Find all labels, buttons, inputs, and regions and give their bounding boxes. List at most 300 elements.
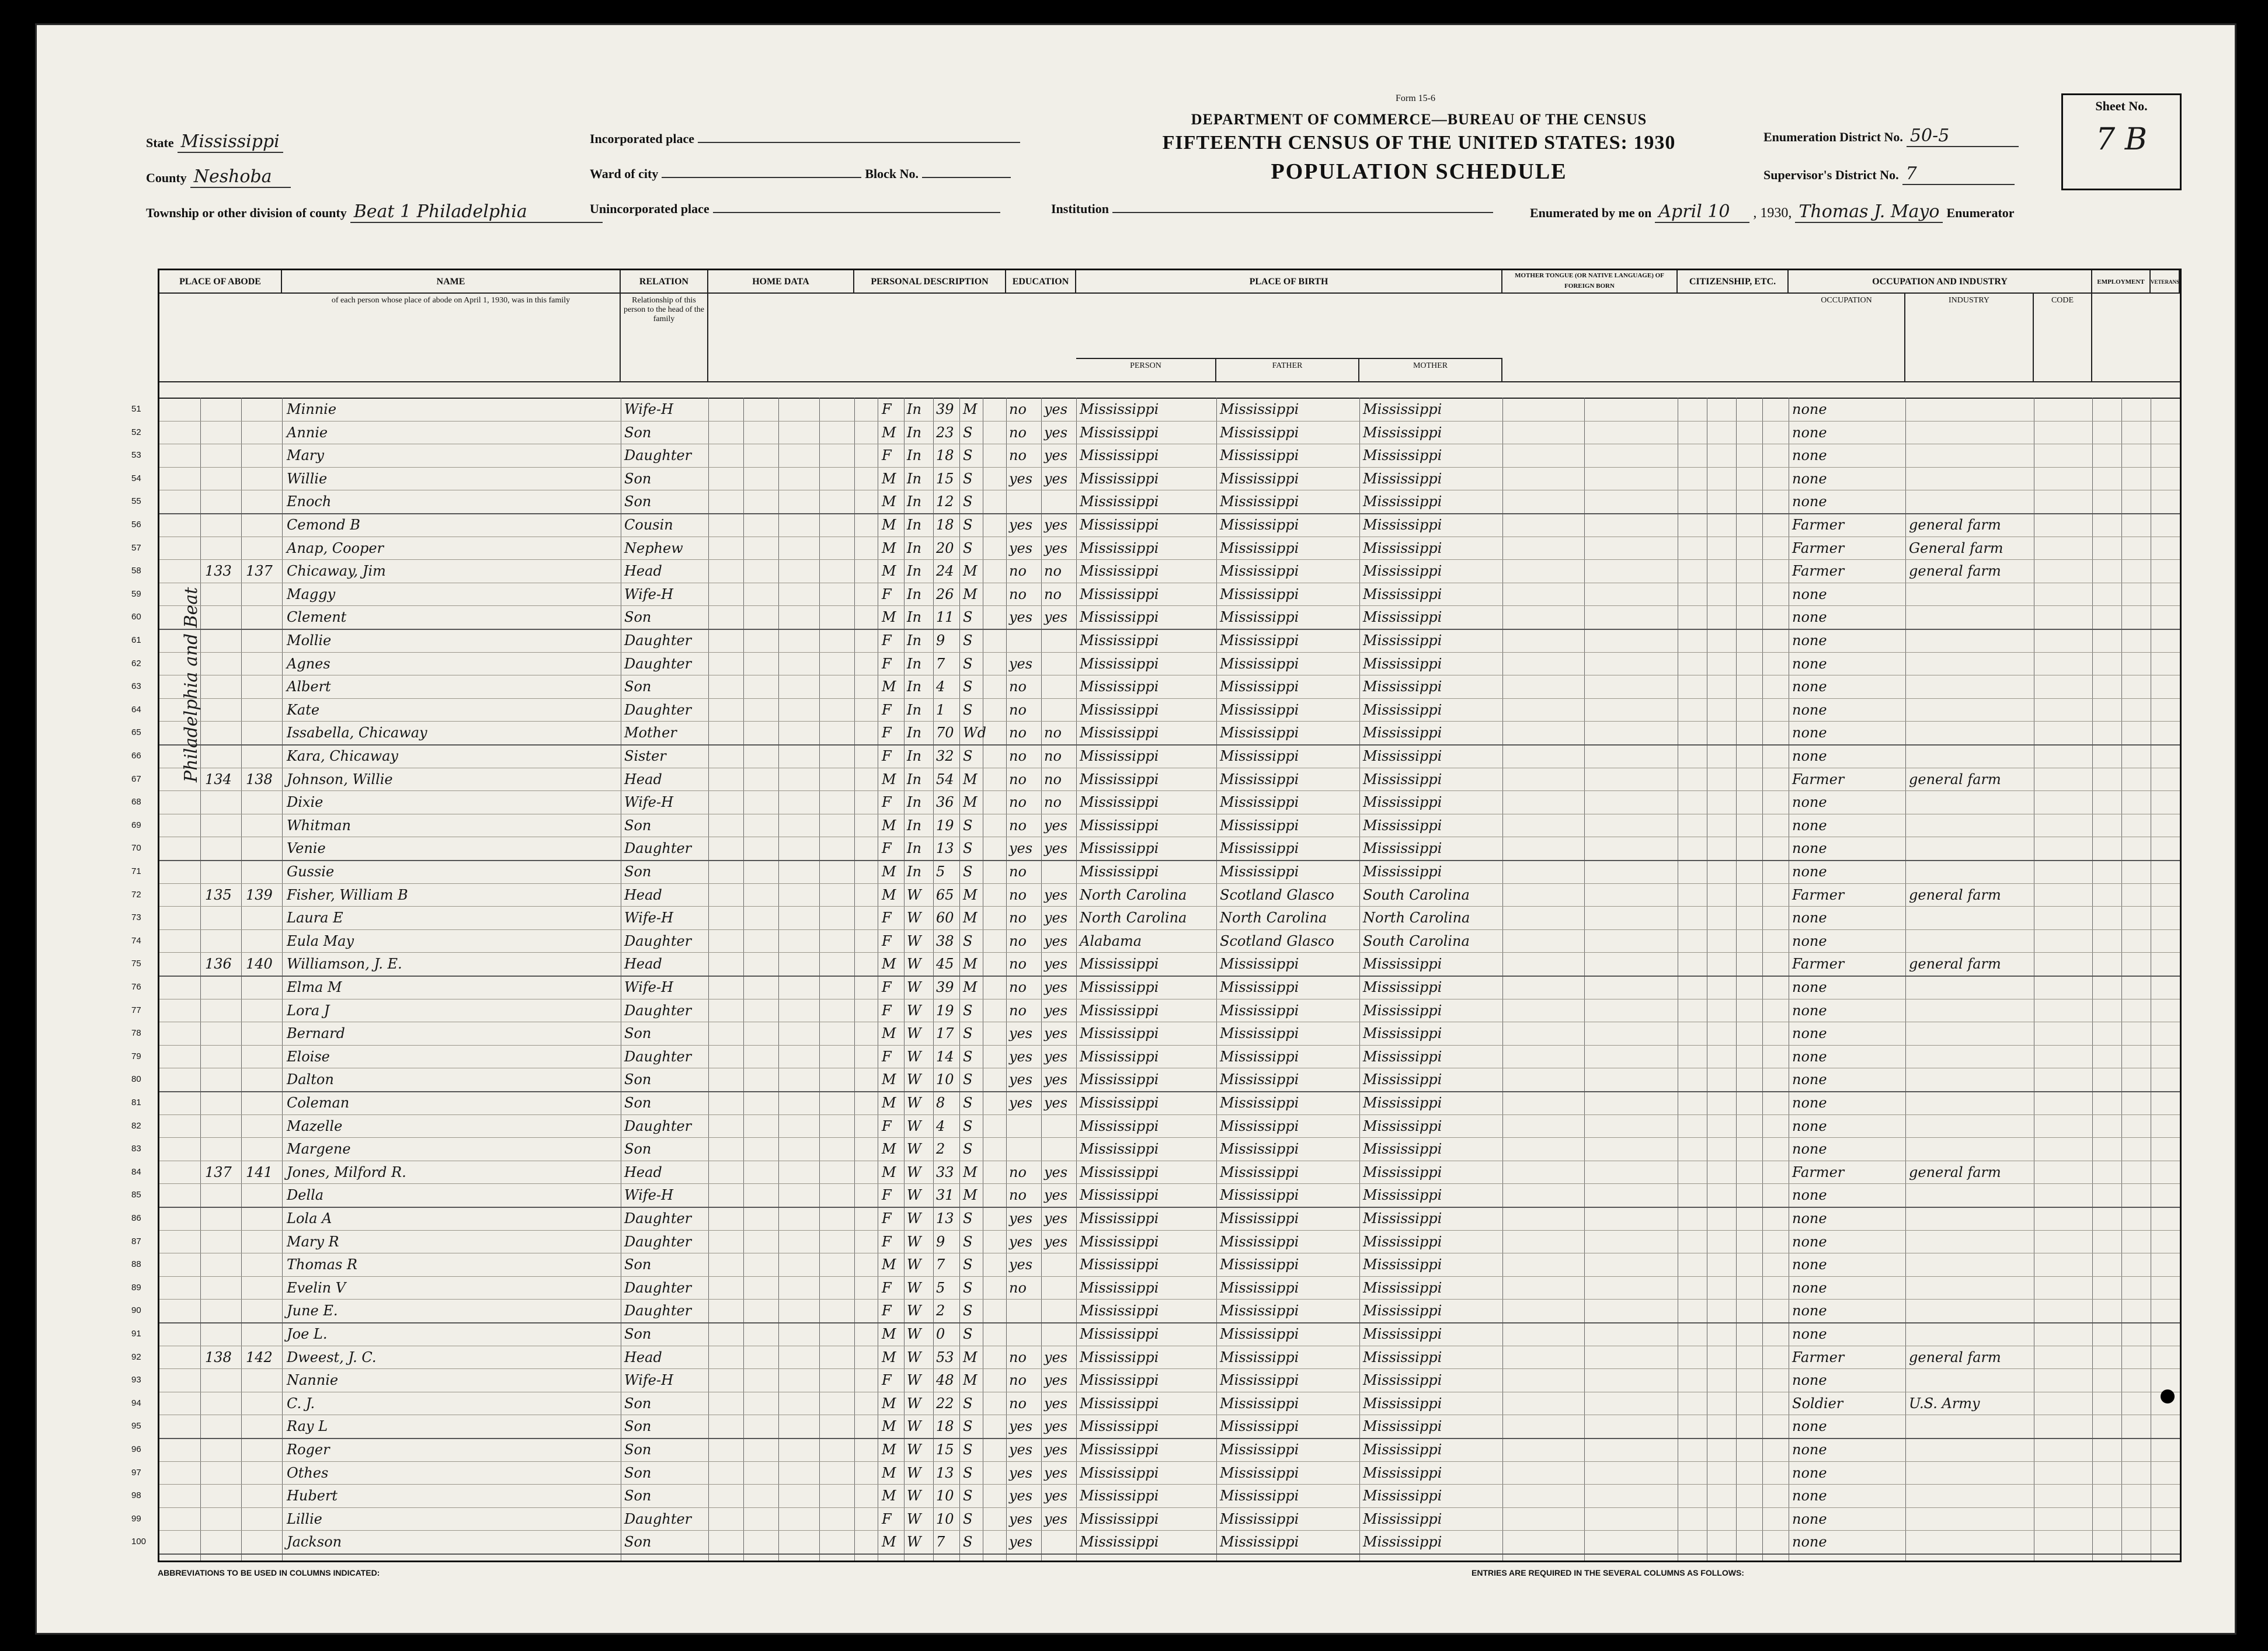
cell-race: In bbox=[907, 632, 921, 649]
cell-age: 10 bbox=[936, 1488, 954, 1504]
cell-name: Cemond B bbox=[287, 517, 360, 533]
cell-mbp: Mississippi bbox=[1363, 863, 1442, 880]
cell-mbp: Mississippi bbox=[1363, 771, 1442, 788]
cell-mbp: Mississippi bbox=[1363, 447, 1442, 464]
cell-race: In bbox=[907, 863, 921, 880]
cell-ms: S bbox=[963, 1002, 973, 1019]
line-number: 61 bbox=[131, 635, 141, 645]
line-number: 52 bbox=[131, 427, 141, 437]
cell-sex: F bbox=[882, 632, 892, 649]
supervisor-district-field: Supervisor's District No. 7 bbox=[1763, 163, 2015, 185]
punch-hole bbox=[2161, 1389, 2175, 1403]
line-number: 94 bbox=[131, 1398, 141, 1408]
cell-ms: S bbox=[963, 1095, 973, 1111]
cell-name: Margene bbox=[287, 1141, 351, 1158]
cell-read: yes bbox=[1044, 932, 1068, 949]
cell-rel: Sister bbox=[624, 748, 666, 764]
cell-read: no bbox=[1044, 748, 1062, 764]
table-row bbox=[131, 1091, 2180, 1115]
cell-race: In bbox=[907, 725, 921, 741]
cell-rel: Daughter bbox=[624, 447, 692, 464]
cell-school: no bbox=[1009, 1187, 1027, 1204]
cell-occ: none bbox=[1792, 447, 1827, 464]
cell-school: no bbox=[1009, 979, 1027, 995]
group-occupation: OCCUPATION AND INDUSTRY bbox=[1789, 270, 2092, 294]
cell-age: 38 bbox=[936, 932, 954, 949]
cell-age: 54 bbox=[936, 771, 954, 788]
cell-bp: Mississippi bbox=[1080, 1441, 1159, 1458]
cell-mbp: Mississippi bbox=[1363, 1141, 1442, 1158]
cell-race: In bbox=[907, 493, 921, 510]
cell-fbp: Mississippi bbox=[1220, 632, 1299, 649]
cell-age: 4 bbox=[936, 678, 945, 695]
cell-ms: S bbox=[963, 493, 973, 510]
cell-school: no bbox=[1009, 886, 1027, 903]
cell-school: yes bbox=[1009, 1488, 1033, 1504]
table-row bbox=[131, 1137, 2180, 1161]
cell-ind bbox=[1909, 1415, 2032, 1438]
table-row bbox=[131, 1207, 2180, 1231]
cell-fbp: Mississippi bbox=[1220, 424, 1299, 441]
cell-dw bbox=[205, 605, 240, 629]
supervisor-district-value: 7 bbox=[1902, 163, 2015, 185]
table-row bbox=[131, 860, 2180, 884]
cell-sex: M bbox=[882, 493, 896, 510]
cell-bp: Mississippi bbox=[1080, 840, 1159, 857]
cell-sex: M bbox=[882, 609, 896, 626]
cell-name: Whitman bbox=[287, 817, 351, 834]
cell-age: 20 bbox=[936, 539, 954, 556]
line-number: 63 bbox=[131, 681, 141, 692]
cell-sex: M bbox=[882, 817, 896, 834]
line-number: 80 bbox=[131, 1074, 141, 1085]
cell-sex: M bbox=[882, 1441, 896, 1458]
institution-field: Institution bbox=[1051, 201, 1493, 217]
cell-school: no bbox=[1009, 678, 1027, 695]
cell-name: Issabella, Chicaway bbox=[287, 725, 427, 741]
cell-occ: none bbox=[1792, 586, 1827, 602]
enumerator-name: Thomas J. Mayo bbox=[1795, 201, 1943, 223]
cell-occ: none bbox=[1792, 1372, 1827, 1389]
cell-fbp: Mississippi bbox=[1220, 655, 1299, 672]
line-number: 91 bbox=[131, 1329, 141, 1339]
cell-fbp: Scotland Glasco bbox=[1220, 886, 1334, 903]
line-number: 77 bbox=[131, 1005, 141, 1015]
cell-school: yes bbox=[1009, 840, 1033, 857]
table-row bbox=[131, 1161, 2180, 1185]
cell-name: Johnson, Willie bbox=[287, 771, 393, 788]
cell-dw bbox=[205, 906, 240, 929]
cell-age: 23 bbox=[936, 424, 954, 441]
cell-sex: M bbox=[882, 1464, 896, 1481]
cell-ms: M bbox=[963, 979, 978, 995]
cell-read: yes bbox=[1044, 1210, 1068, 1227]
cell-bp: Mississippi bbox=[1080, 609, 1159, 626]
cell-read: yes bbox=[1044, 1025, 1068, 1042]
table-row bbox=[131, 1068, 2180, 1092]
cell-fam bbox=[246, 1392, 281, 1415]
cell-fbp: Mississippi bbox=[1220, 863, 1299, 880]
table-row bbox=[131, 1346, 2180, 1370]
cell-ind: general farm bbox=[1909, 956, 2001, 973]
line-number: 89 bbox=[131, 1282, 141, 1293]
cell-rel: Son bbox=[624, 1395, 652, 1412]
table-row bbox=[131, 421, 2180, 445]
cell-school: yes bbox=[1009, 1534, 1033, 1551]
cell-fam bbox=[246, 583, 281, 606]
cell-fbp: Mississippi bbox=[1220, 840, 1299, 857]
cell-race: In bbox=[907, 817, 921, 834]
cell-ind: general farm bbox=[1909, 563, 2001, 580]
cell-occ: none bbox=[1792, 1441, 1827, 1458]
cell-name: Chicaway, Jim bbox=[287, 563, 386, 580]
table-row bbox=[131, 837, 2180, 861]
cell-fbp: Mississippi bbox=[1220, 1372, 1299, 1389]
cell-dw bbox=[205, 467, 240, 490]
cell-age: 10 bbox=[936, 1510, 954, 1527]
cell-sex: F bbox=[882, 725, 892, 741]
cell-dw bbox=[205, 1137, 240, 1161]
cell-read: no bbox=[1044, 563, 1062, 580]
cell-mbp: Mississippi bbox=[1363, 678, 1442, 695]
cell-ms: M bbox=[963, 1164, 978, 1180]
cell-occ: Farmer bbox=[1792, 1164, 1845, 1180]
cell-mbp: Mississippi bbox=[1363, 470, 1442, 487]
cell-ind bbox=[1909, 744, 2032, 768]
cell-race: W bbox=[907, 1117, 921, 1134]
table-row bbox=[131, 929, 2180, 953]
cell-ms: M bbox=[963, 794, 978, 811]
cell-ind bbox=[1909, 629, 2032, 652]
cell-mbp: North Carolina bbox=[1363, 910, 1470, 926]
cell-sex: M bbox=[882, 1418, 896, 1435]
cell-bp: Mississippi bbox=[1080, 1510, 1159, 1527]
cell-occ: none bbox=[1792, 493, 1827, 510]
table-row bbox=[131, 883, 2180, 907]
cell-dw: 138 bbox=[205, 1349, 232, 1366]
cell-sex: F bbox=[882, 748, 892, 764]
cell-name: Laura E bbox=[287, 910, 343, 926]
line-number: 72 bbox=[131, 889, 141, 900]
cell-rel: Wife-H bbox=[624, 1187, 674, 1204]
cell-name: Anap, Cooper bbox=[287, 539, 384, 556]
cell-occ: none bbox=[1792, 1302, 1827, 1319]
cell-fbp: Mississippi bbox=[1220, 771, 1299, 788]
line-number: 98 bbox=[131, 1490, 141, 1501]
cell-bp: Alabama bbox=[1080, 932, 1142, 949]
cell-fbp: North Carolina bbox=[1220, 910, 1327, 926]
cell-occ: none bbox=[1792, 1326, 1827, 1342]
cell-rel: Son bbox=[624, 1488, 652, 1504]
cell-rel: Daughter bbox=[624, 1233, 692, 1250]
cell-school: no bbox=[1009, 910, 1027, 926]
cell-ms: S bbox=[963, 1326, 973, 1342]
cell-rel: Wife-H bbox=[624, 910, 674, 926]
cell-sex: M bbox=[882, 1071, 896, 1088]
cell-mbp: Mississippi bbox=[1363, 424, 1442, 441]
ward-field: Ward of city Block No. bbox=[590, 166, 1011, 182]
cell-mbp: Mississippi bbox=[1363, 1187, 1442, 1204]
cell-race: W bbox=[907, 1233, 921, 1250]
cell-sex: M bbox=[882, 1025, 896, 1042]
cell-ms: S bbox=[963, 1025, 973, 1042]
cell-read bbox=[1044, 629, 1074, 652]
census-sheet bbox=[35, 23, 2236, 1635]
cell-dw bbox=[205, 1299, 240, 1322]
cell-fam bbox=[246, 837, 281, 860]
cell-fbp: Mississippi bbox=[1220, 1510, 1299, 1527]
cell-school: no bbox=[1009, 794, 1027, 811]
cell-occ: none bbox=[1792, 470, 1827, 487]
cell-bp: Mississippi bbox=[1080, 979, 1159, 995]
cell-race: W bbox=[907, 886, 921, 903]
cell-fbp: Mississippi bbox=[1220, 1534, 1299, 1551]
cell-rel: Daughter bbox=[624, 655, 692, 672]
cell-mbp: Mississippi bbox=[1363, 1534, 1442, 1551]
cell-bp: Mississippi bbox=[1080, 655, 1159, 672]
cell-occ: Farmer bbox=[1792, 539, 1845, 556]
cell-fbp: Mississippi bbox=[1220, 401, 1299, 417]
group-home-data: HOME DATA bbox=[708, 270, 854, 294]
cell-fam: 138 bbox=[246, 771, 273, 788]
cell-dw bbox=[205, 398, 240, 421]
cell-ind bbox=[1909, 1299, 2032, 1322]
cell-age: 2 bbox=[936, 1302, 945, 1319]
cell-fam bbox=[246, 421, 281, 444]
table-row bbox=[131, 1230, 2180, 1254]
table-row bbox=[131, 1507, 2180, 1531]
cell-age: 11 bbox=[936, 609, 954, 626]
cell-name: Minnie bbox=[287, 401, 337, 417]
cell-race: W bbox=[907, 1002, 921, 1019]
cell-race: In bbox=[907, 470, 921, 487]
cell-school: yes bbox=[1009, 1233, 1033, 1250]
cell-read: no bbox=[1044, 725, 1062, 741]
cell-dw bbox=[205, 1392, 240, 1415]
table-row bbox=[131, 1022, 2180, 1046]
cell-bp: Mississippi bbox=[1080, 678, 1159, 695]
cell-rel: Son bbox=[624, 1464, 652, 1481]
cell-fam bbox=[246, 1230, 281, 1253]
cell-dw: 136 bbox=[205, 956, 232, 973]
cell-fbp: Mississippi bbox=[1220, 794, 1299, 811]
cell-fbp: Mississippi bbox=[1220, 1418, 1299, 1435]
cell-bp: Mississippi bbox=[1080, 563, 1159, 580]
cell-dw bbox=[205, 1230, 240, 1253]
cell-fam bbox=[246, 1276, 281, 1300]
cell-bp: Mississippi bbox=[1080, 748, 1159, 764]
cell-age: 19 bbox=[936, 1002, 954, 1019]
cell-bp: Mississippi bbox=[1080, 1002, 1159, 1019]
cell-ind bbox=[1909, 675, 2032, 698]
census-title: FIFTEENTH CENSUS OF THE UNITED STATES: 1930 bbox=[1162, 132, 1676, 154]
cell-age: 7 bbox=[936, 655, 945, 672]
cell-ms: S bbox=[963, 1441, 973, 1458]
cell-age: 1 bbox=[936, 701, 945, 718]
cell-school: no bbox=[1009, 701, 1027, 718]
cell-bp: Mississippi bbox=[1080, 817, 1159, 834]
cell-rel: Head bbox=[624, 886, 662, 903]
cell-ms: S bbox=[963, 932, 973, 949]
cell-read: yes bbox=[1044, 539, 1068, 556]
cell-ms: M bbox=[963, 401, 978, 417]
table-row bbox=[131, 490, 2180, 514]
cell-occ: none bbox=[1792, 863, 1827, 880]
cell-school: no bbox=[1009, 447, 1027, 464]
table-row bbox=[131, 1415, 2180, 1439]
cell-bp: North Carolina bbox=[1080, 886, 1187, 903]
cell-bp: Mississippi bbox=[1080, 401, 1159, 417]
cell-ind bbox=[1909, 976, 2032, 999]
cell-race: In bbox=[907, 655, 921, 672]
cell-occ: Farmer bbox=[1792, 956, 1845, 973]
cell-age: 36 bbox=[936, 794, 954, 811]
cell-dw bbox=[205, 1415, 240, 1438]
cell-fbp: Mississippi bbox=[1220, 1326, 1299, 1342]
cell-mbp: Mississippi bbox=[1363, 1349, 1442, 1366]
cell-name: Othes bbox=[287, 1464, 329, 1481]
cell-dw bbox=[205, 1276, 240, 1300]
cell-ind bbox=[1909, 837, 2032, 860]
cell-school: yes bbox=[1009, 517, 1033, 533]
cell-fam: 140 bbox=[246, 956, 273, 973]
cell-read: yes bbox=[1044, 1071, 1068, 1088]
cell-dw bbox=[205, 1068, 240, 1091]
cell-sex: F bbox=[882, 1117, 892, 1134]
cell-bp: Mississippi bbox=[1080, 1256, 1159, 1273]
cell-name: Mollie bbox=[287, 632, 332, 649]
cell-dw bbox=[205, 1438, 240, 1461]
table-row bbox=[131, 1276, 2180, 1300]
cell-ind bbox=[1909, 1137, 2032, 1161]
table-row bbox=[131, 537, 2180, 560]
table-row bbox=[131, 814, 2180, 838]
cell-read: yes bbox=[1044, 840, 1068, 857]
cell-name: Nannie bbox=[287, 1372, 339, 1389]
cell-fbp: Mississippi bbox=[1220, 586, 1299, 602]
cell-fbp: Mississippi bbox=[1220, 1187, 1299, 1204]
cell-race: W bbox=[907, 1025, 921, 1042]
cell-sex: F bbox=[882, 1233, 892, 1250]
line-number: 76 bbox=[131, 982, 141, 992]
cell-race: In bbox=[907, 840, 921, 857]
cell-ms: S bbox=[963, 1534, 973, 1551]
cell-dw bbox=[205, 999, 240, 1022]
cell-rel: Mother bbox=[624, 725, 677, 741]
cell-ms: S bbox=[963, 1256, 973, 1273]
cell-fbp: Mississippi bbox=[1220, 609, 1299, 626]
cell-age: 7 bbox=[936, 1534, 945, 1551]
cell-occ: Farmer bbox=[1792, 1349, 1845, 1366]
cell-occ: Farmer bbox=[1792, 771, 1845, 788]
table-row bbox=[131, 444, 2180, 468]
cell-name: Willie bbox=[287, 470, 328, 487]
cell-age: 70 bbox=[936, 725, 954, 741]
table-row bbox=[131, 1392, 2180, 1416]
enumeration-district-field: Enumeration District No. 50-5 bbox=[1763, 126, 2019, 147]
cell-bp: North Carolina bbox=[1080, 910, 1187, 926]
cell-sex: F bbox=[882, 655, 892, 672]
cell-rel: Son bbox=[624, 1534, 652, 1551]
cell-sex: F bbox=[882, 1510, 892, 1527]
cell-sex: F bbox=[882, 701, 892, 718]
cell-ind bbox=[1909, 860, 2032, 883]
cell-race: W bbox=[907, 1441, 921, 1458]
cell-ind bbox=[1909, 1507, 2032, 1531]
cell-age: 4 bbox=[936, 1117, 945, 1134]
table-row bbox=[131, 999, 2180, 1023]
entries-title: ENTRIES ARE REQUIRED IN THE SEVERAL COLUMNS AS FOLLOWS: bbox=[1472, 1568, 1744, 1577]
cell-age: 14 bbox=[936, 1048, 954, 1065]
cell-mbp: Mississippi bbox=[1363, 563, 1442, 580]
cell-ms: M bbox=[963, 771, 978, 788]
cell-race: In bbox=[907, 701, 921, 718]
cell-school: yes bbox=[1009, 1441, 1033, 1458]
cell-dw bbox=[205, 444, 240, 467]
cell-read: yes bbox=[1044, 447, 1068, 464]
cell-school: no bbox=[1009, 1395, 1027, 1412]
cell-name: Annie bbox=[287, 424, 328, 441]
cell-mbp: Mississippi bbox=[1363, 725, 1442, 741]
mother-column-header: MOTHER bbox=[1359, 358, 1502, 381]
cell-ms: S bbox=[963, 655, 973, 672]
cell-mbp: Mississippi bbox=[1363, 1395, 1442, 1412]
cell-occ: none bbox=[1792, 678, 1827, 695]
table-row bbox=[131, 1253, 2180, 1277]
cell-age: 39 bbox=[936, 979, 954, 995]
cell-race: W bbox=[907, 1141, 921, 1158]
cell-rel: Cousin bbox=[624, 517, 673, 533]
cell-ind bbox=[1909, 698, 2032, 722]
cell-school: no bbox=[1009, 586, 1027, 602]
cell-fbp: Mississippi bbox=[1220, 1002, 1299, 1019]
occupation-column-header: OCCUPATION bbox=[1789, 294, 1905, 381]
cell-read: yes bbox=[1044, 1441, 1068, 1458]
cell-fam bbox=[246, 652, 281, 675]
cell-sex: M bbox=[882, 563, 896, 580]
cell-race: In bbox=[907, 609, 921, 626]
county-value: Neshoba bbox=[190, 166, 291, 188]
cell-rel: Son bbox=[624, 1441, 652, 1458]
cell-occ: none bbox=[1792, 1534, 1827, 1551]
cell-age: 13 bbox=[936, 1464, 954, 1481]
cell-age: 5 bbox=[936, 1279, 945, 1296]
cell-dw bbox=[205, 1045, 240, 1068]
cell-occ: none bbox=[1792, 794, 1827, 811]
cell-fbp: Mississippi bbox=[1220, 563, 1299, 580]
table-row bbox=[131, 629, 2180, 653]
cell-fam: 141 bbox=[246, 1164, 273, 1180]
cell-sex: F bbox=[882, 910, 892, 926]
cell-mbp: Mississippi bbox=[1363, 748, 1442, 764]
cell-race: W bbox=[907, 956, 921, 973]
cell-race: In bbox=[907, 447, 921, 464]
cell-read: yes bbox=[1044, 1510, 1068, 1527]
cell-mbp: Mississippi bbox=[1363, 956, 1442, 973]
cell-bp: Mississippi bbox=[1080, 539, 1159, 556]
cell-sex: M bbox=[882, 1095, 896, 1111]
cell-bp: Mississippi bbox=[1080, 424, 1159, 441]
cell-fam bbox=[246, 629, 281, 652]
cell-race: W bbox=[907, 1488, 921, 1504]
cell-dw bbox=[205, 1207, 240, 1230]
cell-fbp: Mississippi bbox=[1220, 1164, 1299, 1180]
cell-bp: Mississippi bbox=[1080, 1395, 1159, 1412]
cell-school: yes bbox=[1009, 539, 1033, 556]
cell-ind bbox=[1909, 906, 2032, 929]
cell-ind bbox=[1909, 398, 2032, 421]
cell-school bbox=[1009, 629, 1039, 652]
